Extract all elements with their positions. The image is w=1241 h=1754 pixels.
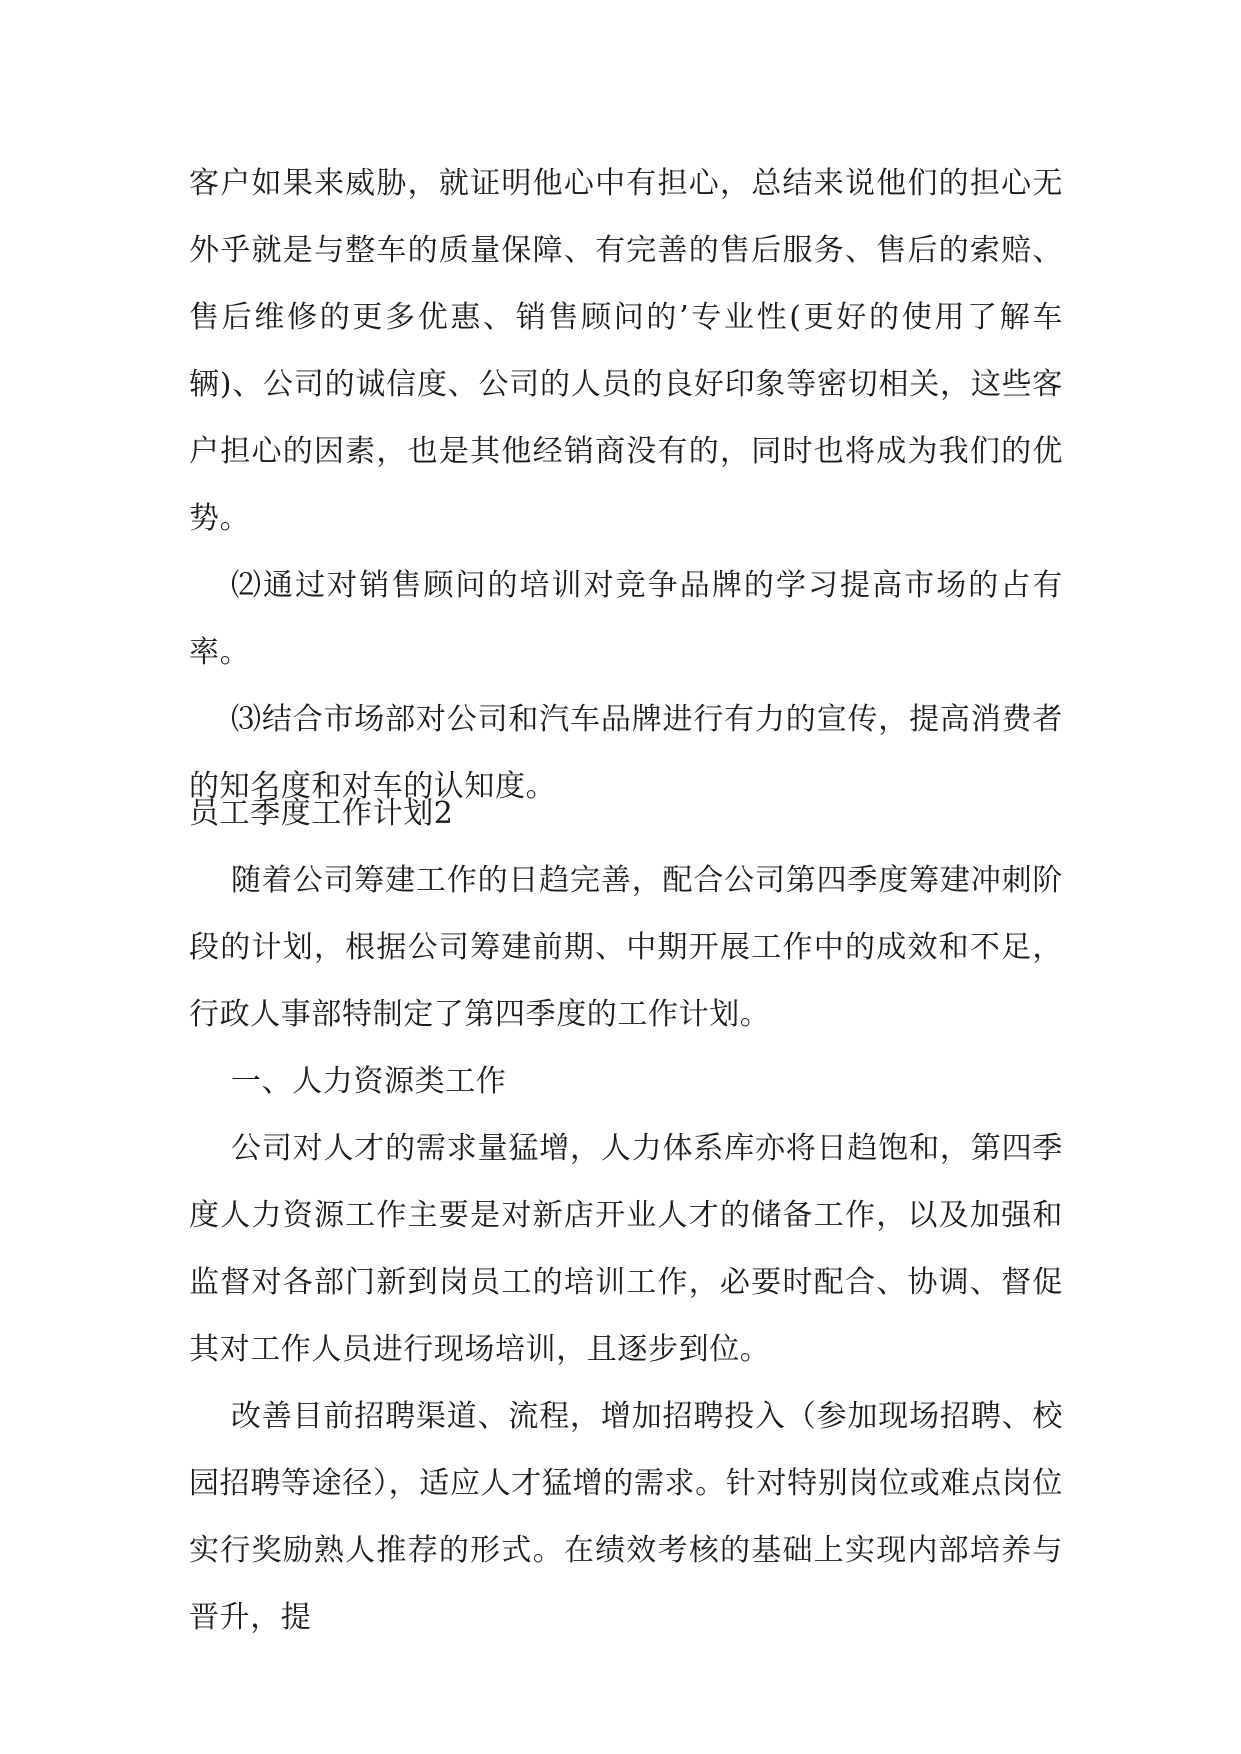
section-title: 员工季度工作计划2: [189, 796, 454, 831]
text-block-section-2: [189, 780, 1063, 1651]
paragraph-intro: 随着公司筹建工作的日趋完善，配合公司第四季度筹建冲刺阶段的计划，根据公司筹建前期、中期开展工作中的成效和不足，行政人事部特制定了第四季度的工作计划。: [189, 863, 1063, 1032]
paragraph-heading-hr: 一、人力资源类工作: [231, 1064, 507, 1099]
paragraph-item-3: ⑶结合市场部对公司和汽车品牌进行有力的宣传，提高消费者的知名度和对车的认知度。: [189, 702, 1063, 804]
paragraph-recruitment: 改善目前招聘渠道、流程，增加招聘投入（参加现场招聘、校园招聘等途径），适应人才猛增的需求。针对特别岗位或难点岗位实行奖励熟人推荐的形式。在绩效考核的基础上实现内部培养与晋升，提: [189, 1399, 1063, 1635]
paragraph-customer-concerns: 客户如果来威胁，就证明他心中有担心，总结来说他们的担心无外乎就是与整车的质量保障、有完善的售后服务、售后的索赔、售后维修的更多优惠、销售顾问的’专业性(更好的使用了解车辆)、公司的诚信度、公司的人员的良好印象等密切相关，这些客户担心的因素，也是其他经销商没有的，同时也将成为我们的优势。: [189, 166, 1063, 536]
paragraph-hr-demand: 公司对人才的需求量猛增，人力体系库亦将日趋饱和，第四季度人力资源工作主要是对新店开业人才的储备工作，以及加强和监督对各部门新到岗员工的培训工作，必要时配合、协调、督促其对工作人员进行现场培训，且逐步到位。: [189, 1131, 1063, 1367]
paragraph-item-2: ⑵通过对销售顾问的培训对竞争品牌的学习提高市场的占有率。: [189, 568, 1063, 670]
text-block-continuation: [189, 150, 1063, 820]
